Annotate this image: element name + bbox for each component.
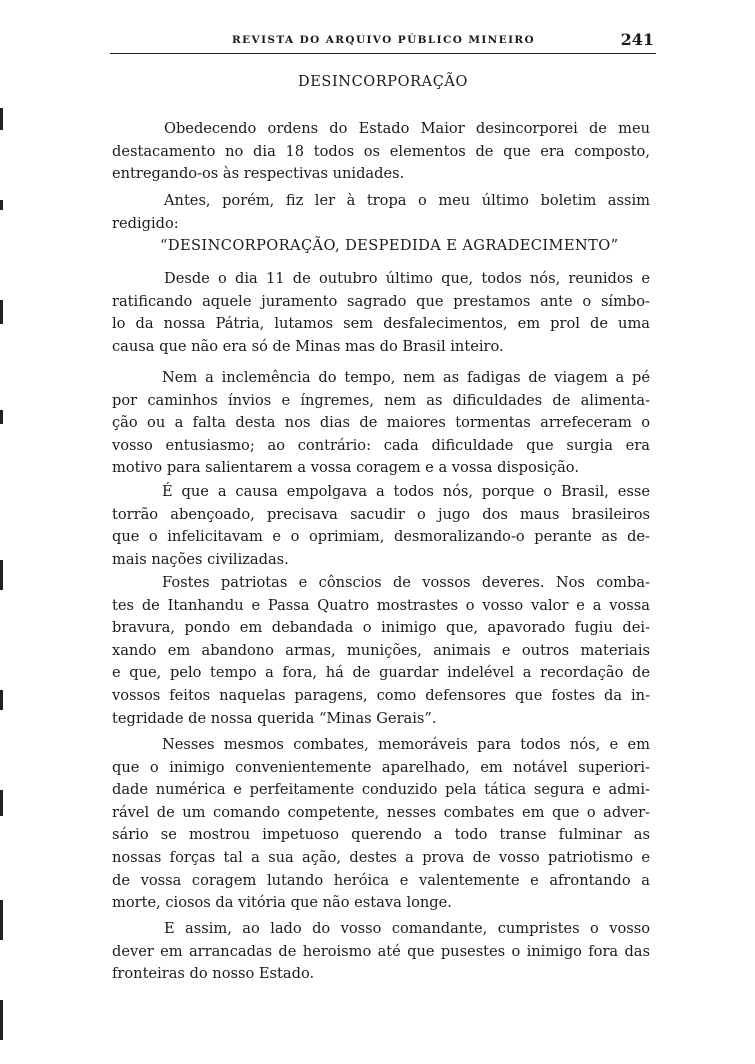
text-line: dade numérica e perfeitamente conduzido pela tática segura e admi-	[112, 781, 650, 799]
text-line: destacamento no dia 18 todos os elementos de que era composto,	[112, 142, 650, 160]
scan-edge-mark	[0, 108, 3, 130]
text-line: por caminhos ínvios e íngremes, nem as dificuldades de alimenta-	[112, 391, 650, 409]
text-line: ção ou a falta desta nos dias de maiores tormentas arrefeceram o	[112, 414, 650, 432]
scan-edge-mark	[0, 790, 3, 816]
page-number: 241	[620, 30, 654, 49]
text-line: torrão abençoado, precisava sacudir o jugo dos maus brasileiros	[112, 505, 650, 523]
text-line: motivo para salientarem a vossa coragem e a vossa disposição.	[112, 459, 579, 477]
text-line: vosso entusiasmo; ao contrário: cada dificuldade que surgia era	[112, 436, 650, 454]
text-line: tegridade de nossa querida “Minas Gerais”.	[112, 709, 437, 727]
text-line: que o infelicitavam e o oprimiam, desmoralizando-o perante as de-	[112, 528, 650, 546]
text-line: lo da nossa Pátria, lutamos sem desfalecimentos, em prol de uma	[112, 315, 650, 333]
text-line: rável de um comando competente, nesses combates em que o adver-	[112, 803, 650, 821]
scan-edge-mark	[0, 1000, 3, 1040]
text-line: redigido:	[112, 214, 179, 232]
text-line: tes de Itanhandu e Passa Quatro mostrastes o vosso valor e a vossa	[112, 596, 650, 614]
text-line: causa que não era só de Minas mas do Brasil inteiro.	[112, 337, 504, 355]
text-line: Fostes patriotas e cônscios de vossos deveres. Nos comba-	[162, 574, 650, 591]
text-line: sário se mostrou impetuoso querendo a todo transe fulminar as	[112, 826, 650, 844]
text-line: fronteiras do nosso Estado.	[112, 965, 315, 983]
running-header	[110, 31, 656, 54]
text-line: mais nações civilizadas.	[112, 550, 289, 568]
text-line: nossas forças tal a sua ação, destes a prova de vosso patriotismo e	[112, 849, 650, 866]
text-line: E assim, ao lado do vosso comandante, cumpristes o vosso	[164, 920, 650, 937]
text-line: vossos feitos naquelas paragens, como defensores que fostes da in-	[112, 687, 650, 704]
bulletin-heading: “DESINCORPORAÇÃO, DESPEDIDA E AGRADECIMENTO”	[160, 237, 619, 254]
scan-edge-mark	[0, 690, 3, 710]
text-line: Antes, porém, fiz ler à tropa o meu último boletim assim	[164, 192, 650, 209]
text-line: dever em arrancadas de heroismo até que pusestes o inimigo fora das	[112, 942, 650, 960]
text-line: de vossa coragem lutando heróica e valentemente e afrontando a	[112, 871, 650, 889]
text-line: que o inimigo convenientemente aparelhado, em notável superiori-	[112, 758, 650, 776]
text-line: Desde o dia 11 de outubro último que, todos nós, reunidos e	[164, 270, 650, 287]
journal-title: REVISTA DO ARQUIVO PÚBLICO MINEIRO	[232, 34, 536, 46]
scan-edge-mark	[0, 200, 3, 210]
text-line: Obedecendo ordens do Estado Maior desincorporei de meu	[164, 120, 650, 137]
text-line: xando em abandono armas, munições, animais e outros materiais	[112, 641, 650, 659]
text-line: É que a causa empolgava a todos nós, porque o Brasil, esse	[162, 483, 650, 500]
text-line: ratificando aquele juramento sagrado que prestamos ante o símbo-	[112, 292, 650, 310]
text-line: morte, ciosos da vitória que não estava longe.	[112, 894, 452, 912]
text-line: Nem a inclemência do tempo, nem as fadigas de viagem a pé	[162, 369, 650, 386]
text-line: Nesses mesmos combates, memoráveis para todos nós, e em	[162, 736, 650, 753]
scan-edge-mark	[0, 410, 3, 424]
text-line: e que, pelo tempo a fora, há de guardar indelével a recordação de	[112, 664, 650, 682]
text-line: entregando-os às respectivas unidades.	[112, 165, 405, 183]
scan-edge-mark	[0, 300, 3, 324]
scan-edge-mark	[0, 560, 3, 590]
scan-edge-mark	[0, 900, 3, 940]
section-title: DESINCORPORAÇÃO	[298, 74, 468, 90]
text-line: bravura, pondo em debandada o inimigo que, apavorado fugiu dei-	[112, 619, 650, 637]
